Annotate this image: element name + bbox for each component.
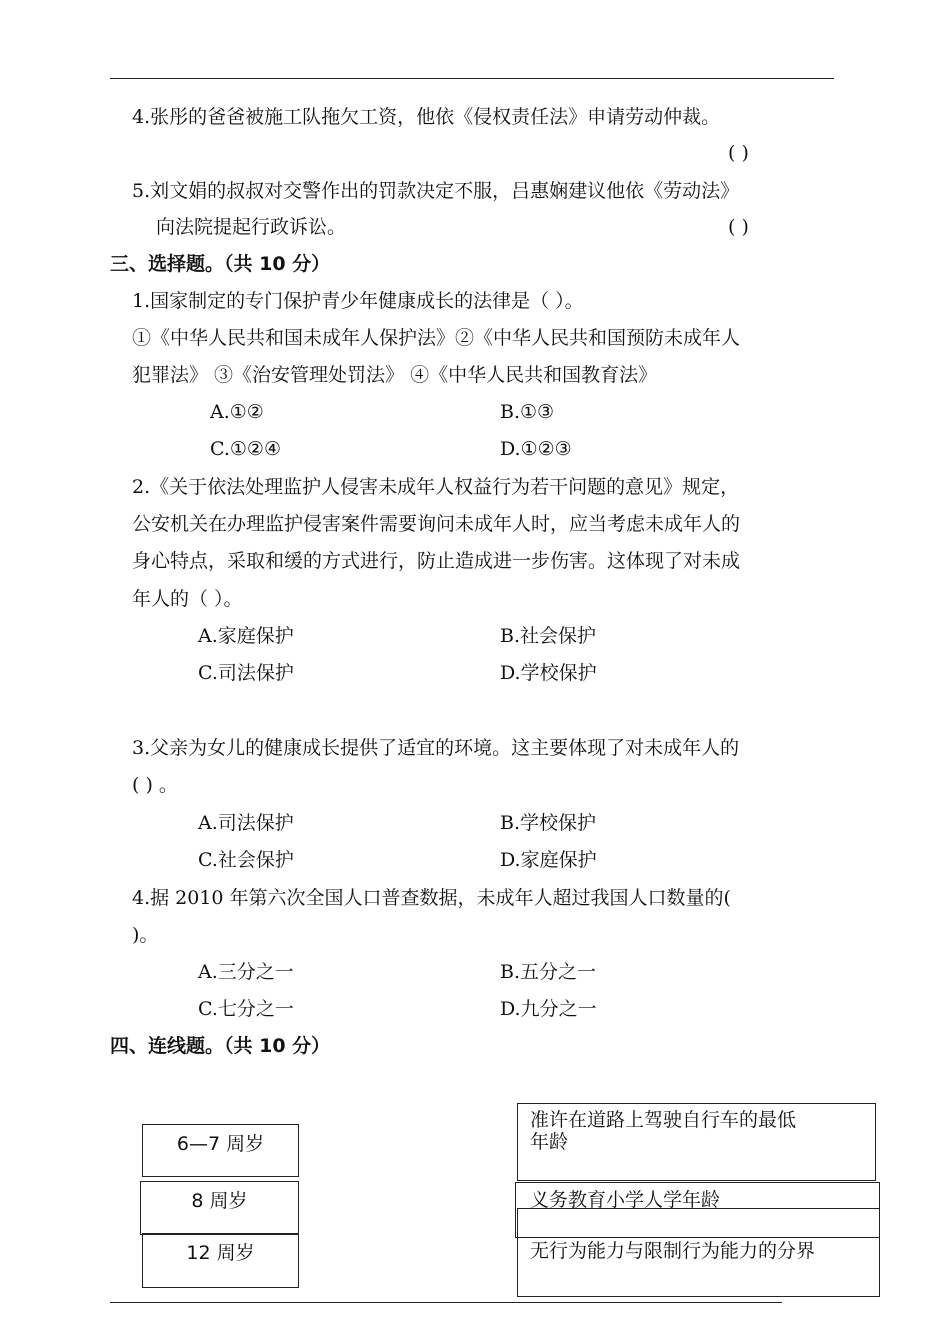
match-left-box-3[interactable]: 12 周岁 (142, 1233, 299, 1288)
match-right-box-2-label: 义务教育小学人学年龄 (530, 1189, 721, 1211)
q2-option-a[interactable]: A.家庭保护 (198, 625, 294, 647)
q4-option-c[interactable]: C.七分之一 (198, 998, 294, 1020)
header-rule (110, 78, 834, 79)
q2-line2: 公安机关在办理监护侵害案件需要询问未成年人时，应当考虑未成年人的 (132, 513, 741, 535)
judge-item-4: 4.张彤的爸爸被施工队拖欠工资，他依《侵权责任法》申请劳动仲裁。 (132, 106, 721, 128)
footer-rule (110, 1302, 782, 1303)
q4-line1: 4.据 2010 年第六次全国人口普查数据，未成年人超过我国人口数量的( (132, 887, 731, 909)
section-4-title: 四、连线题。（共 10 分） (110, 1035, 331, 1057)
q2-line1: 2.《关于依法处理监护人侵害未成年人权益行为若干问题的意见》规定， (132, 476, 740, 498)
judge-item-5: 5.刘文娟的叔叔对交警作出的罚款决定不服，吕惠娴建议他依《劳动法》 (132, 180, 740, 202)
judge-item-5-bracket[interactable]: ( ) (728, 216, 749, 238)
q1-option-b[interactable]: B.①③ (500, 401, 555, 423)
section-3-title: 三、选择题。（共 10 分） (110, 253, 331, 275)
q2-option-c[interactable]: C.司法保护 (198, 662, 294, 684)
q2-line4: 年人的（ ）。 (132, 588, 243, 610)
q1-line2: ①《中华人民共和国未成年人保护法》②《中华人民共和国预防未成年人 (132, 327, 741, 349)
q2-line3: 身心特点，采取和缓的方式进行，防止造成进一步伤害。这体现了对未成 (132, 550, 741, 572)
match-left-box-1[interactable]: 6—7 周岁 (142, 1124, 299, 1177)
q3-option-c[interactable]: C.社会保护 (198, 849, 294, 871)
q4-option-d[interactable]: D.九分之一 (500, 998, 597, 1020)
q2-option-d[interactable]: D.学校保护 (500, 662, 597, 684)
q3-line2: ( ) 。 (132, 774, 178, 796)
q4-option-b[interactable]: B.五分之一 (500, 961, 597, 983)
q1-line3: 犯罪法》 ③《治安管理处罚法》 ④《中华人民共和国教育法》 (132, 364, 658, 386)
q1-option-d[interactable]: D.①②③ (500, 438, 572, 460)
q3-option-d[interactable]: D.家庭保护 (500, 849, 597, 871)
match-left-box-2[interactable]: 8 周岁 (140, 1181, 299, 1235)
q4-option-a[interactable]: A.三分之一 (198, 961, 294, 983)
q1-option-c[interactable]: C.①②④ (210, 438, 281, 460)
judge-item-4-bracket[interactable]: ( ) (728, 142, 749, 164)
match-right-box-3-label: 无行为能力与限制行为能力的分界 (530, 1240, 816, 1262)
q1-option-a[interactable]: A.①② (210, 401, 264, 423)
match-right-box-1-line2: 年龄 (530, 1131, 569, 1153)
q3-option-b[interactable]: B.学校保护 (500, 812, 597, 834)
q3-line1: 3.父亲为女儿的健康成长提供了适宜的环境。这主要体现了对未成年人的 (132, 737, 740, 759)
q1-stem: 1.国家制定的专门保护青少年健康成长的法律是（ ）。 (132, 290, 584, 312)
match-right-box-1-line1: 准许在道路上驾驶自行车的最低 (530, 1109, 797, 1131)
q4-line2: )。 (132, 924, 159, 946)
q3-option-a[interactable]: A.司法保护 (198, 812, 294, 834)
judge-item-5-cont: 向法院提起行政诉讼。 (156, 216, 347, 238)
q2-option-b[interactable]: B.社会保护 (500, 625, 597, 647)
